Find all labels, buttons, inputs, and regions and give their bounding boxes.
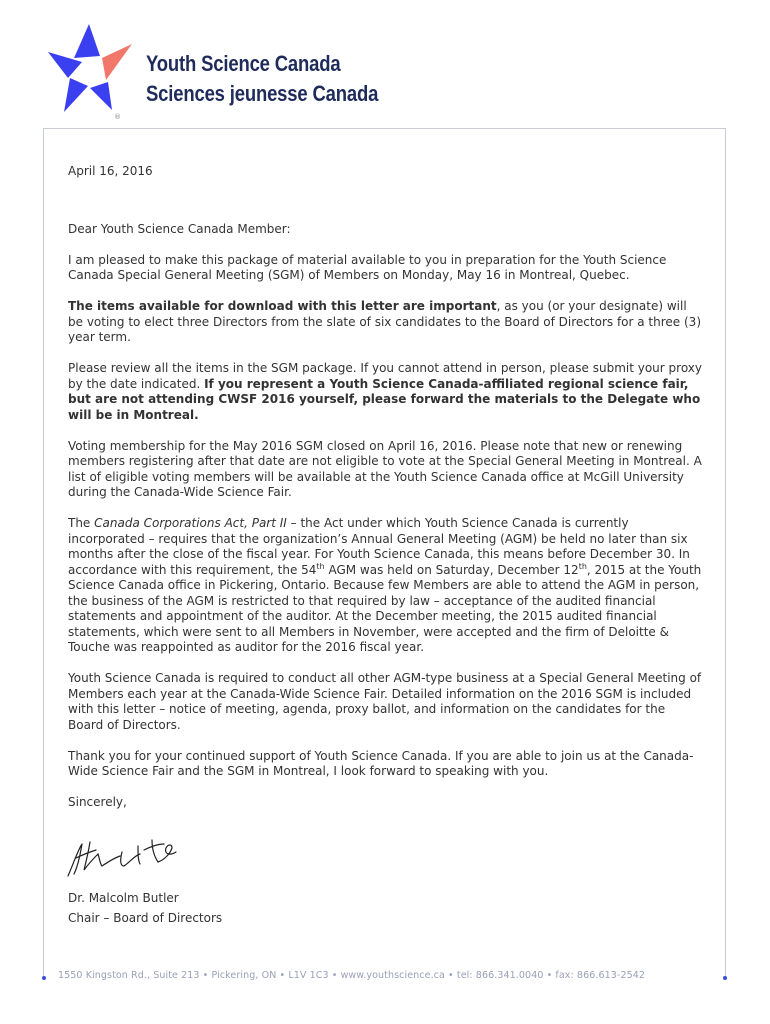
youth-science-canada-logo-icon <box>44 22 136 114</box>
paragraph-5-act-title: Canada Corporations Act, Part II <box>94 516 287 530</box>
paragraph-2-rest: , as you (or your designate) will be voting to elect three Directors from the slate of six candidates to the Board of Directors for a three (3) year term. <box>68 299 701 344</box>
footer-address: 1550 Kingston Rd., Suite 213 • Pickering, ON • L1V 1C3 • www.youthscience.ca • tel: 866.341.0040 • fax: 866.613-2542 <box>58 970 646 981</box>
org-name-english: Youth Science Canada <box>146 51 341 76</box>
paragraph-3-start: Please review all the items in the SGM package. If you cannot attend in person, please submit your proxy by the date indicated. <box>68 361 702 391</box>
frame-right-border <box>725 128 726 976</box>
paragraph-3 <box>68 361 703 423</box>
ordinal-suffix-1: th <box>316 561 325 571</box>
letter-date: April 16, 2016 <box>68 164 153 178</box>
paragraph-5-a: The <box>68 516 95 530</box>
paragraph-5-d: , 2015 at the Youth Science Canada office in Pickering, Ontario. Because few Members are able to attend the AGM in person, the business of the AGM is restricted to that required by law – acceptance of the audited financial statements and appointment of the auditor. At the December meeting, the 2015 audited financial statements, which were sent to all Members in November, were accepted and the firm of Deloitte & Touche was reappointed as auditor for the 2016 fiscal year. <box>68 562 702 654</box>
paragraph-5 <box>68 516 703 656</box>
footer-dot-right <box>723 976 727 980</box>
paragraph-2-bold: The items available for download with this letter are important <box>68 299 497 313</box>
logo-star-top-point <box>74 24 100 58</box>
paragraph-6: Youth Science Canada is required to conduct all other AGM-type business at a Special General Meeting of Members each year at the Canada-Wide Science Fair. Detailed information on the 2016 SGM is included with this letter – notice of meeting, agenda, proxy ballot, and information on the candidates for the Board of Directors. <box>68 671 702 732</box>
paragraph-5-b: – the Act under which Youth Science Canada is currently incorporated – requires that the organization’s Annual General Meeting (AGM) be held no later than six months after the close of the fiscal year. For Youth Science Canada, this means before December 30. In accordance with this requirement, the 54 <box>68 516 690 577</box>
frame-left-border <box>43 128 44 976</box>
signer-name: Dr. Malcolm Butler <box>68 891 179 905</box>
paragraph-4: Voting membership for the May 2016 SGM closed on April 16, 2016. Please note that new or renewing members registering after that date are not eligible to vote at the Special General Meeting in Montreal. A list of eligible voting members will be available at the Youth Science Canada office at McGill University during the Canada-Wide Science Fair. <box>68 438 702 499</box>
paragraph-5-c: AGM was held on Saturday, December 12 <box>324 562 579 577</box>
salutation: Dear Youth Science Canada Member: <box>68 221 291 236</box>
registered-trademark: ® <box>114 113 121 121</box>
org-name-french: Sciences jeunesse Canada <box>146 81 379 106</box>
logo-star-bottom-right-point <box>90 82 112 110</box>
signer-title: Chair – Board of Directors <box>68 911 223 925</box>
handwritten-signature <box>60 832 190 884</box>
frame-top-border <box>43 128 726 129</box>
paragraph-7: Thank you for your continued support of Youth Science Canada. If you are able to join us at the Canada-Wide Science Fair and the SGM in Montreal, I look forward to speaking with you. <box>68 748 694 778</box>
paragraph-1: I am pleased to make this package of material available to you in preparation for the Youth Science Canada Special General Meeting (SGM) of Members on Monday, May 16 in Montreal, Quebec. <box>68 252 667 282</box>
paragraph-2 <box>68 299 703 346</box>
closing: Sincerely, <box>68 795 127 809</box>
footer-dot-left <box>42 976 46 980</box>
letter-body <box>68 164 703 826</box>
logo-star-right-point <box>102 44 132 80</box>
ordinal-suffix-2: th <box>578 561 587 571</box>
paragraph-3-bold: If you represent a Youth Science Canada-affiliated regional science fair, but are not attending CWSF 2016 yourself, please forward the materials to the Delegate who will be in Montreal. <box>68 376 701 422</box>
logo-star-bottom-left-point <box>64 78 88 112</box>
